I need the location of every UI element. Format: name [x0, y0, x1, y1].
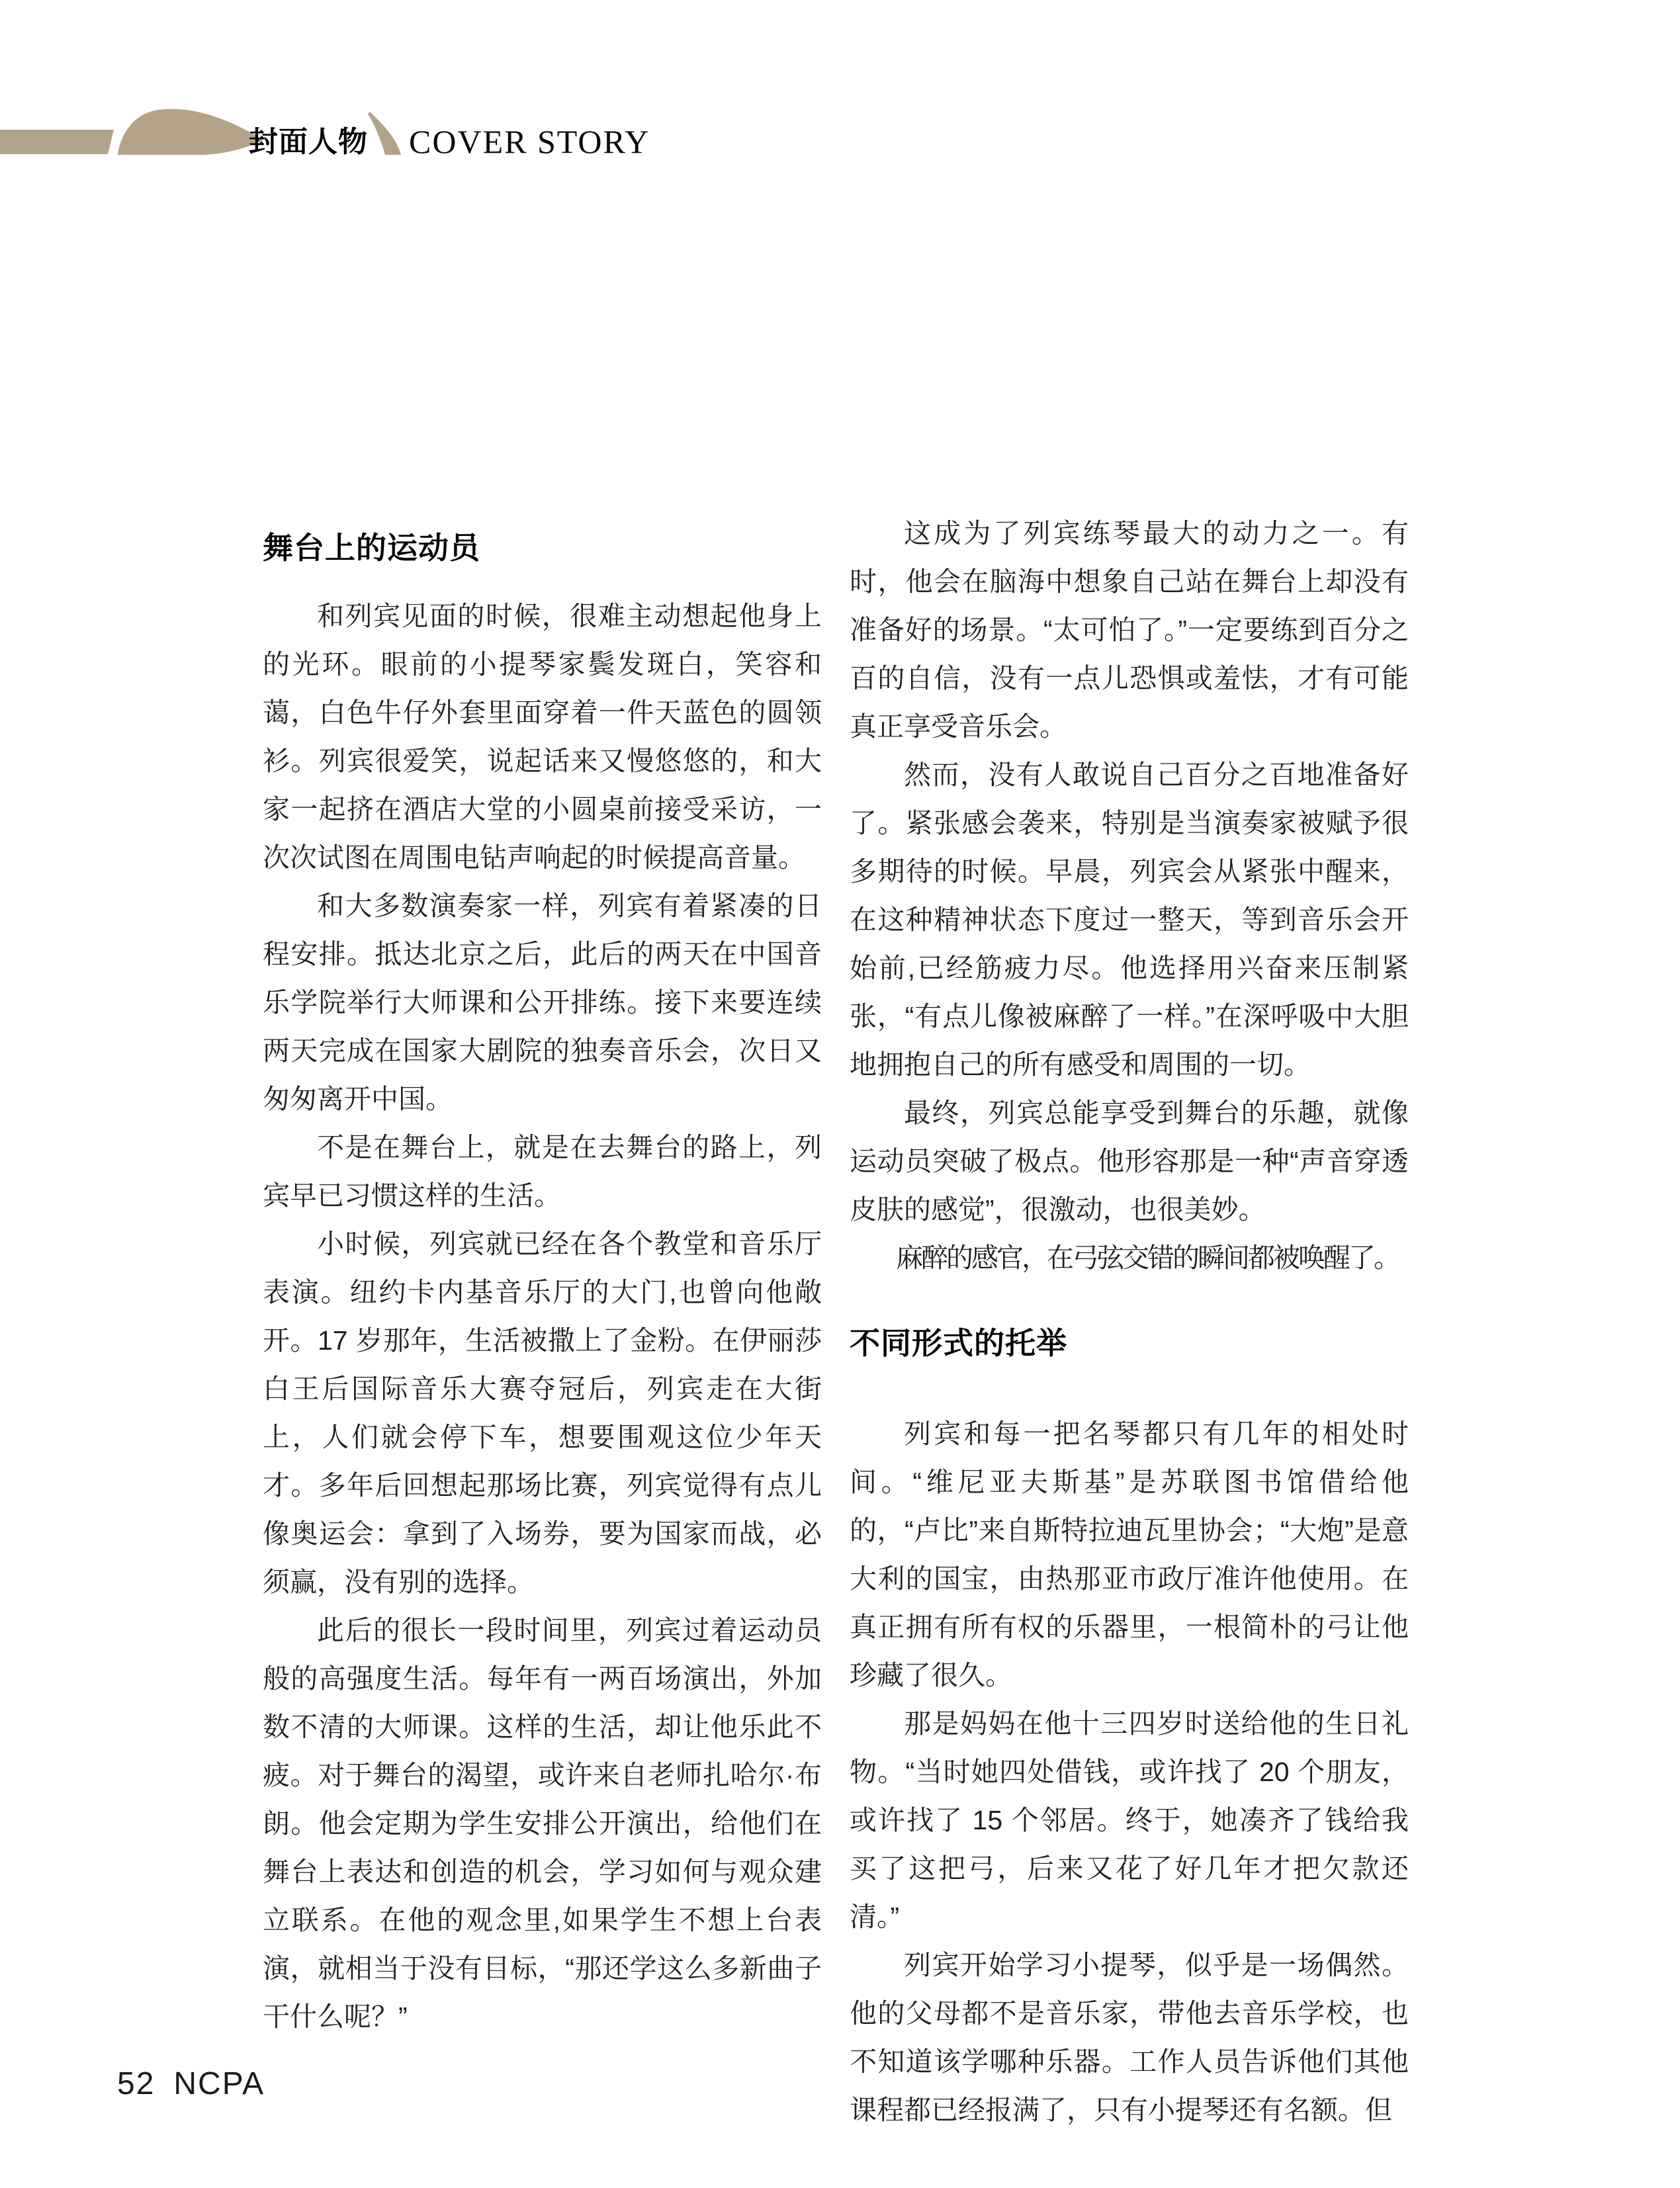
page-number: 52 [117, 2066, 155, 2101]
paragraph: 小时候，列宾就已经在各个教堂和音乐厅表演。纽约卡内基音乐厅的大门,也曾向他敞开。17 岁那年，生活被撒上了金粉。在伊丽莎白王后国际音乐大赛夺冠后，列宾走在大街上，人们就会停下车，想要围观这位少年天才。多年后回想起那场比赛，列宾觉得有点儿像奥运会：拿到了入场券，要为国家而战，必须赢，没有别的选择。 [263, 1229, 822, 1597]
right-column [850, 509, 1409, 2134]
left-column [263, 524, 822, 2041]
right-column-heading: 不同形式的托举 [850, 1326, 1067, 1360]
paragraph: 然而，没有人敢说自己百分之百地准备好了。紧张感会袭来，特别是当演奏家被赋予很多期待的时候。早晨，列宾会从紧张中醒来，在这种精神状态下度过一整天，等到音乐会开始前,已经筋疲力尽。他选择用兴奋来压制紧张，“有点儿像被麻醉了一样。”在深呼吸中大胆地拥抱自己的所有感受和周围的一切。 [850, 760, 1409, 1080]
section-label-zh: 封面人物 [249, 126, 368, 158]
paragraph: 列宾开始学习小提琴，似乎是一场偶然。他的父母都不是音乐家，带他去音乐学校，也不知道该学哪种乐器。工作人员告诉他们其他课程都已经报满了，只有小提琴还有名额。但 [850, 1950, 1409, 2125]
paragraph: 此后的很长一段时间里，列宾过着运动员般的高强度生活。每年有一两百场演出，外加数不清的大师课。这样的生活，却让他乐此不疲。对于舞台的渴望，或许来自老师扎哈尔·布朗。他会定期为学生安排公开演出，给他们在舞台上表达和创造的机会，学习如何与观众建立联系。在他的观念里,如果学生不想上台表演，就相当于没有目标，“那还学这么多新曲子干什么呢？” [263, 1615, 822, 2032]
swoosh-icon [368, 112, 402, 155]
paragraph: 和列宾见面的时候，很难主动想起他身上的光环。眼前的小提琴家鬓发斑白，笑容和蔼，白色牛仔外套里面穿着一件天蓝色的圆领衫。列宾很爱笑，说起话来又慢悠悠的，和大家一起挤在酒店大堂的小圆桌前接受采访，一次次试图在周围电钻声响起的时候提高音量。 [263, 601, 822, 873]
header-accent-bar [0, 130, 114, 154]
paragraph: 麻醉的感官，在弓弦交错的瞬间都被唤醒了。 [896, 1243, 1399, 1273]
paragraph: 这成为了列宾练琴最大的动力之一。有时，他会在脑海中想象自己站在舞台上却没有准备好的场景。“太可怕了。”一定要练到百分之百的自信，没有一点儿恐惧或羞怯，才有可能真正享受音乐会。 [850, 518, 1409, 742]
paragraph: 和大多数演奏家一样，列宾有着紧凑的日程安排。抵达北京之后，此后的两天在中国音乐学院举行大师课和公开排练。接下来要连续两天完成在国家大剧院的独奏音乐会，次日又匆匆离开中国。 [263, 891, 822, 1114]
section-label-en: COVER STORY [409, 123, 650, 160]
paragraph: 那是妈妈在他十三四岁时送给他的生日礼物。“当时她四处借钱，或许找了 20 个朋友，或许找了 15 个邻居。终于，她凑齐了钱给我买了这把弓，后来又花了好几年才把欠款还清。” [850, 1708, 1409, 1932]
left-column-heading: 舞台上的运动员 [263, 531, 480, 565]
paragraph: 列宾和每一把名琴都只有几年的相处时间。“维尼亚夫斯基”是苏联图书馆借给他的，“卢比”来自斯特拉迪瓦里协会；“大炮”是意大利的国宝，由热那亚市政厅准许他使用。在真正拥有所有权的乐器里，一根简朴的弓让他珍藏了很久。 [850, 1419, 1409, 1690]
page-footer [117, 2068, 265, 2100]
paragraph: 最终，列宾总能享受到舞台的乐趣，就像运动员突破了极点。他形容那是一种“声音穿透皮肤的感觉”，很激动，也很美妙。 [850, 1098, 1409, 1225]
paragraph: 不是在舞台上，就是在去舞台的路上，列宾早已习惯这样的生活。 [263, 1132, 822, 1211]
magazine-name: NCPA [173, 2066, 265, 2101]
leaf-icon [112, 107, 266, 155]
